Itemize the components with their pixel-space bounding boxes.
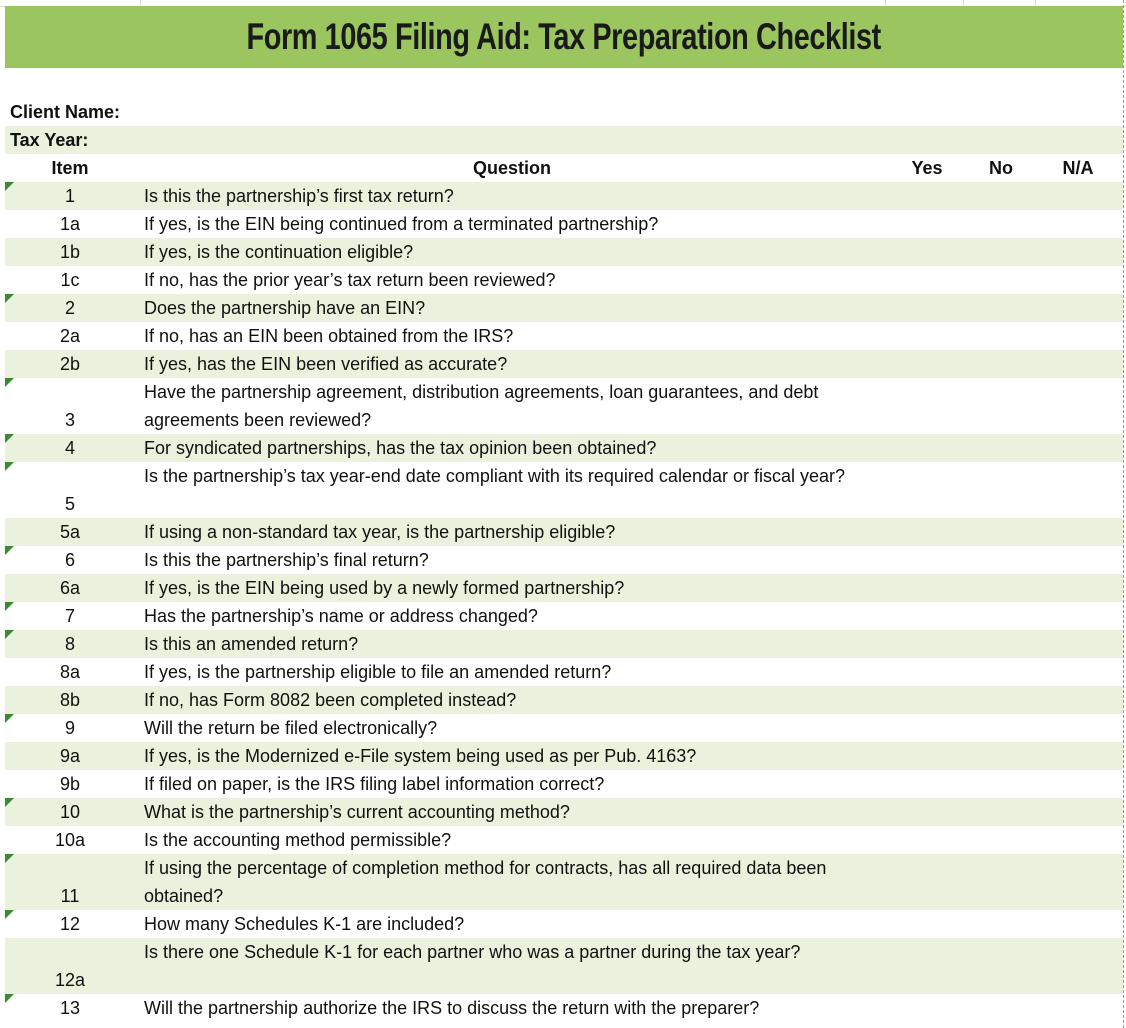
table-row[interactable] [5,574,1123,602]
question-cell[interactable]: Is this the partnership’s first tax return? [144,186,454,206]
comment-indicator-icon[interactable] [5,854,14,863]
item-number-cell[interactable]: 2 [64,298,75,318]
table-row[interactable] [5,322,1123,350]
item-number-cell[interactable]: 10a [54,830,86,850]
table-row[interactable] [5,350,1123,378]
question-cell[interactable]: Is this an amended return? [144,634,359,654]
question-cell[interactable]: If no, has the prior year’s tax return been reviewed? [144,270,556,290]
question-cell[interactable]: Is the partnership’s tax year-end date compliant with its required calendar or fiscal year? [144,466,846,486]
item-number-cell[interactable]: 4 [64,438,75,458]
item-number-cell[interactable]: 11 [60,886,80,906]
question-cell[interactable]: Is there one Schedule K-1 for each partner who was a partner during the tax year? [144,942,801,962]
na-column-header: N/A [1062,158,1094,178]
question-cell[interactable]: Has the partnership’s name or address changed? [144,606,538,626]
table-row[interactable] [5,602,1123,630]
question-cell[interactable]: If no, has Form 8082 been completed instead? [144,690,517,710]
table-row[interactable] [5,266,1123,294]
table-row[interactable] [5,434,1123,462]
question-cell[interactable]: Will the partnership authorize the IRS to discuss the return with the preparer? [144,998,760,1018]
question-cell[interactable]: Does the partnership have an EIN? [144,298,426,318]
table-row[interactable] [5,238,1123,266]
item-number-cell[interactable]: 8a [59,662,81,682]
tax-year-row[interactable] [5,126,1123,154]
item-number-cell[interactable]: 2b [59,354,81,374]
table-row[interactable] [5,686,1123,714]
question-cell[interactable]: If no, has an EIN been obtained from the IRS? [144,326,514,346]
comment-indicator-icon[interactable] [5,378,14,387]
item-number-cell[interactable]: 2a [59,326,81,346]
table-row[interactable] [5,630,1123,658]
table-row[interactable] [5,798,1123,826]
table-row[interactable] [5,742,1123,770]
item-number-cell[interactable]: 1 [64,186,75,206]
question-cell[interactable]: If filed on paper, is the IRS filing label information correct? [144,774,605,794]
question-cell[interactable]: For syndicated partnerships, has the tax opinion been obtained? [144,438,657,458]
table-row[interactable] [5,210,1123,238]
column-header-row [5,154,1123,182]
item-number-cell[interactable]: 6a [59,578,81,598]
question-cell[interactable]: Is the accounting method permissible? [144,830,452,850]
table-row[interactable] [5,518,1123,546]
question-cell[interactable]: If yes, is the Modernized e-File system being used as per Pub. 4163? [144,746,697,766]
question-cell[interactable]: If yes, is the partnership eligible to file an amended return? [144,662,612,682]
sheet-title: Form 1065 Filing Aid: Tax Preparation Checklist [246,16,882,57]
question-cell[interactable]: Is this the partnership’s final return? [144,550,429,570]
tax-year-label: Tax Year: [10,130,89,150]
table-row[interactable] [5,770,1123,798]
item-number-cell[interactable]: 8 [64,634,75,654]
question-cell[interactable]: Have the partnership agreement, distribution agreements, loan guarantees, and debt agreements been reviewed? [144,382,819,430]
table-row[interactable] [5,658,1123,686]
item-number-cell[interactable]: 13 [59,998,81,1018]
client-name-row[interactable] [5,98,1123,126]
checklist-rows [5,182,1123,1022]
table-row[interactable] [5,910,1123,938]
item-number-cell[interactable]: 10 [59,802,81,822]
item-number-cell[interactable]: 9b [59,774,81,794]
item-column-header: Item [51,158,89,178]
question-cell[interactable]: If yes, is the EIN being used by a newly formed partnership? [144,578,625,598]
table-row[interactable] [5,854,1123,910]
item-number-cell[interactable]: 5 [64,494,75,514]
no-column-header: No [989,158,1013,178]
item-number-cell[interactable]: 1c [60,270,80,290]
question-cell[interactable]: If using the percentage of completion method for contracts, has all required data been obtained? [144,858,827,906]
item-number-cell[interactable]: 5a [59,522,81,542]
table-row[interactable] [5,462,1123,518]
question-column-header: Question [472,158,551,178]
table-row[interactable] [5,994,1123,1022]
item-number-cell[interactable]: 7 [64,606,75,626]
item-number-cell[interactable]: 1b [59,242,81,262]
page-break-line [1123,0,1124,1028]
table-row[interactable] [5,938,1123,994]
table-row[interactable] [5,546,1123,574]
item-number-cell[interactable]: 8b [59,690,81,710]
question-cell[interactable]: What is the partnership’s current accounting method? [144,802,570,822]
item-number-cell[interactable]: 3 [64,410,75,430]
item-number-cell[interactable]: 9 [64,718,75,738]
question-cell[interactable]: If yes, is the EIN being continued from a terminated partnership? [144,214,659,234]
question-cell[interactable]: If using a non-standard tax year, is the partnership eligible? [144,522,616,542]
table-row[interactable] [5,182,1123,210]
comment-indicator-icon[interactable] [5,462,14,471]
checklist-sheet [5,6,1123,1022]
item-number-cell[interactable]: 12 [59,914,81,934]
table-row[interactable] [5,714,1123,742]
item-number-cell[interactable]: 1a [59,214,81,234]
table-row[interactable] [5,378,1123,434]
blank-row[interactable] [5,68,1123,98]
table-row[interactable] [5,294,1123,322]
item-number-cell[interactable]: 9a [59,746,81,766]
table-row[interactable] [5,826,1123,854]
question-cell[interactable]: How many Schedules K-1 are included? [144,914,465,934]
question-cell[interactable]: If yes, has the EIN been verified as accurate? [144,354,508,374]
question-cell[interactable]: If yes, is the continuation eligible? [144,242,414,262]
item-number-cell[interactable]: 6 [64,550,75,570]
title-bar[interactable] [5,6,1123,68]
client-name-label: Client Name: [10,102,121,122]
item-number-cell[interactable]: 12a [54,970,86,990]
yes-column-header: Yes [911,158,943,178]
question-cell[interactable]: Will the return be filed electronically? [144,718,438,738]
